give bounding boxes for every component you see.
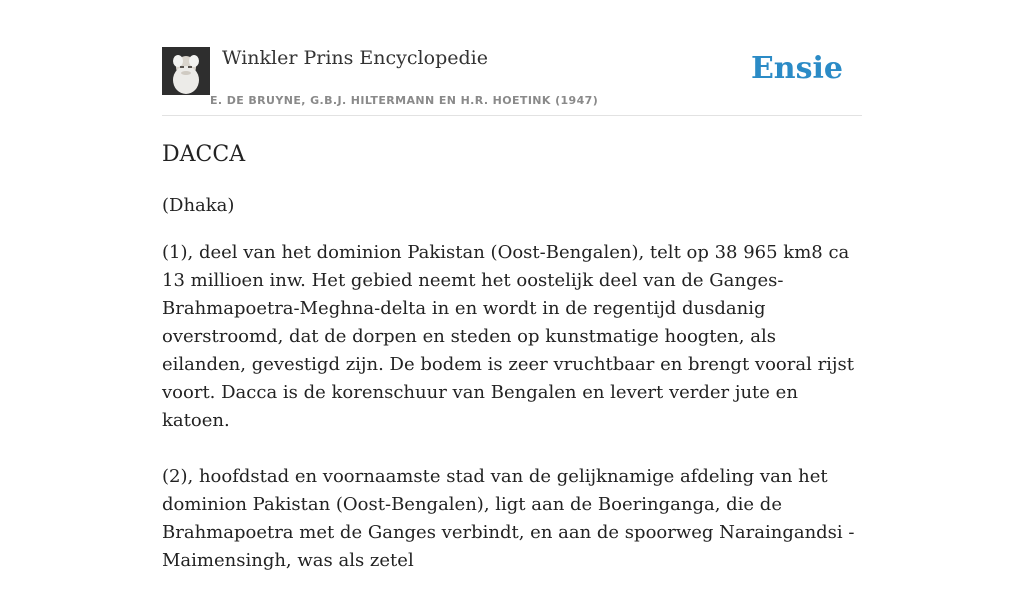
authors-credit: E. DE BRUYNE, G.B.J. HILTERMANN EN H.R. HOETINK (1947) (210, 94, 599, 107)
article-alt-name: (Dhaka) (162, 195, 235, 216)
ensie-logo[interactable]: Ensie (750, 51, 843, 86)
article-paragraph: (2), hoofdstad en voornaamste stad van de gelijknamige afdeling van het dominion Pakistan (Oost-Bengalen), ligt aan de Boeringanga, die de Brahmapoetra met de Ganges verbindt, en aan de spoorweg Naraingandsi - Maimensingh, was als zetel (162, 466, 855, 571)
author-avatar (162, 47, 210, 95)
page (162, 0, 862, 571)
header-divider (162, 115, 862, 116)
article-paragraph: (1), deel van het dominion Pakistan (Oost-Bengalen), telt op 38 965 km8 ca 13 millioen inw. Het gebied neemt het oostelijk deel van de Ganges-Brahmapoetra-Meghna-delta in en wordt in de regentijd dusdanig overstroomd, dat de dorpen en steden op kunstmatige hoogten, als eilanden, gevestigd zijn. De bodem is zeer vruchtbaar en brengt vooral rijst voort. Dacca is de korenschuur van Bengalen en levert verder jute en katoen. (162, 242, 854, 431)
article-title: DACCA (162, 142, 246, 167)
bearded-man-portrait-icon (162, 47, 210, 95)
article-body (162, 239, 862, 603)
site-title[interactable]: Winkler Prins Encyclopedie (222, 47, 488, 69)
